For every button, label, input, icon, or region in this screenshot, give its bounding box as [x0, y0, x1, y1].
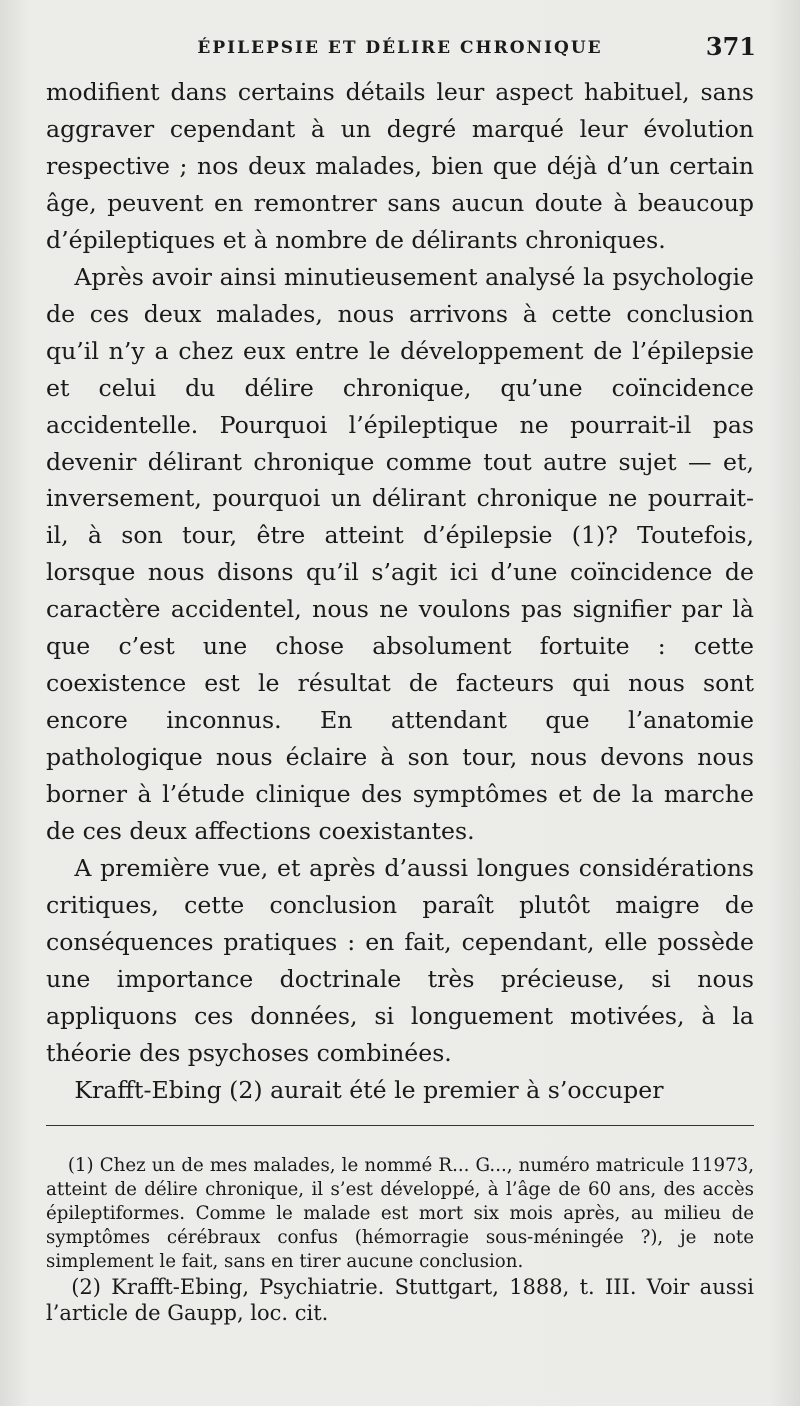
footnote-rule	[46, 1125, 754, 1126]
footnote-1: (1) Chez un de mes malades, le nommé R... G..., numéro matricule 11973, atteint de délire chronique, il s’est développé, à l’âge de 60 ans, des accès épileptiformes. Comme le malade est mort six mois après, au milieu de symptômes cérébraux confus (hémorragie sous-méningée ?), je note simplement le fait, sans en tirer aucune conclusion.	[46, 1154, 754, 1272]
page-number: 371	[705, 32, 756, 61]
body-text	[46, 74, 754, 1109]
running-head: ÉPILEPSIE ET DÉLIRE CHRONIQUE	[197, 38, 603, 58]
footnotes	[46, 1154, 754, 1326]
paragraph-4: Krafft-Ebing (2) aurait été le premier à s’occuper	[74, 1075, 664, 1104]
page-header	[46, 30, 754, 74]
footnote-2: (2) Krafft-Ebing, Psychiatrie. Stuttgart, 1888, t. III. Voir aussi l’article de Gaupp, loc. cit.	[46, 1274, 754, 1325]
paragraph-3: A première vue, et après d’aussi longues considérations critiques, cette conclusion paraît plutôt maigre de conséquences pratiques : en fait, cependant, elle possède une importance doctrinale très précieuse, si nous appliquons ces données, si longuement motivées, à la théorie des psychoses combinées.	[46, 854, 754, 1067]
paragraph-1: modifient dans certains détails leur aspect habituel, sans aggraver cependant à un degré marqué leur évolution respective ; nos deux malades, bien que déjà d’un certain âge, peuvent en remontrer sans aucun doute à beaucoup d’épileptiques et à nombre de délirants chroniques.	[46, 78, 754, 254]
paragraph-2: Après avoir ainsi minutieusement analysé la psychologie de ces deux malades, nous arrivons à cette conclusion qu’il n’y a chez eux entre le développement de l’épilepsie et celui du délire chronique, qu’une coïncidence accidentelle. Pourquoi l’épileptique ne pourrait-il pas devenir délirant chronique comme tout autre sujet — et, inversement, pourquoi un délirant chronique ne pourrait-il, à son tour, être atteint d’épilepsie (1)? Toutefois, lorsque nous disons qu’il s’agit ici d’une coïncidence de caractère accidentel, nous ne voulons pas signifier par là que c’est une chose absolument fortuite : cette coexistence est le résultat de facteurs qui nous sont encore inconnus. En attendant que l’anatomie pathologique nous éclaire à son tour, nous devons nous borner à l’étude clinique des symptômes et de la marche de ces deux affections coexistantes.	[46, 262, 754, 846]
